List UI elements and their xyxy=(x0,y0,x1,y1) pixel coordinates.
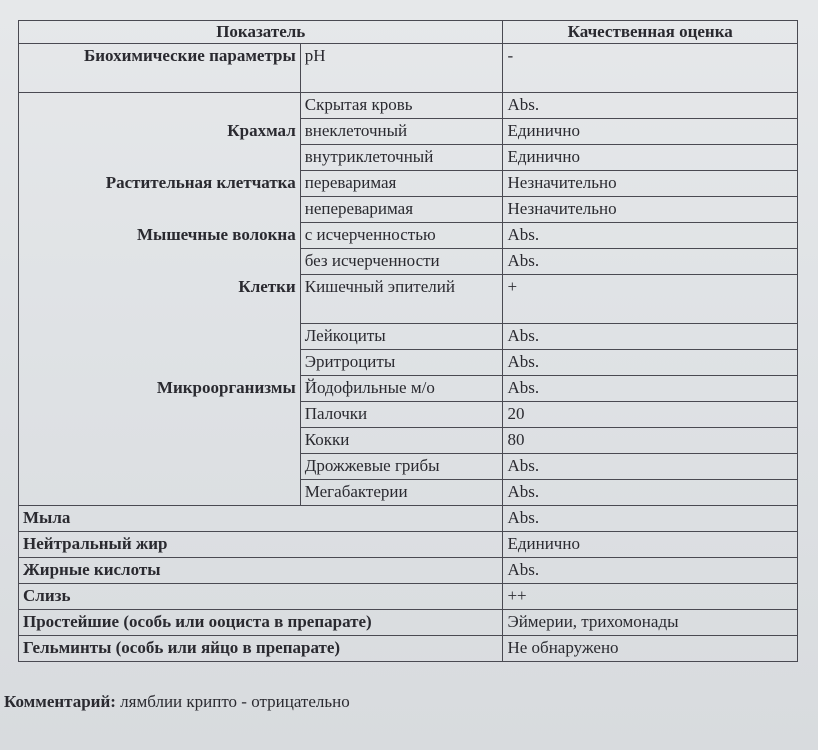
table-row xyxy=(19,93,798,119)
category-label xyxy=(19,350,301,376)
category-label xyxy=(19,197,301,223)
table-row xyxy=(19,610,798,636)
table-row xyxy=(19,119,798,145)
wide-label: Жирные кислоты xyxy=(19,558,503,584)
table-row xyxy=(19,532,798,558)
comment-line xyxy=(4,692,350,712)
wide-label: Слизь xyxy=(19,584,503,610)
wide-label: Мыла xyxy=(19,506,503,532)
table-row xyxy=(19,324,798,350)
value-cell: Abs. xyxy=(503,454,798,480)
category-label xyxy=(19,93,301,119)
value-cell: Abs. xyxy=(503,324,798,350)
comment-label: Комментарий: xyxy=(4,692,116,711)
wide-label: Нейтральный жир xyxy=(19,532,503,558)
category-label: Мышечные волокна xyxy=(19,223,301,249)
sub-label: pH xyxy=(300,44,503,93)
category-label: Биохимические параметры xyxy=(19,44,301,93)
table-row xyxy=(19,44,798,93)
value-cell: Единично xyxy=(503,145,798,171)
value-cell: - xyxy=(503,44,798,93)
value-cell: Abs. xyxy=(503,376,798,402)
table-row xyxy=(19,376,798,402)
table-row xyxy=(19,402,798,428)
header-indicator: Показатель xyxy=(19,21,503,44)
table-row xyxy=(19,145,798,171)
value-cell: + xyxy=(503,275,798,324)
wide-label: Гельминты (особь или яйцо в препарате) xyxy=(19,636,503,662)
category-label xyxy=(19,402,301,428)
value-cell: Abs. xyxy=(503,93,798,119)
sub-label: без исчерченности xyxy=(300,249,503,275)
value-cell: Эймерии, трихомонады xyxy=(503,610,798,636)
sub-label: внеклеточный xyxy=(300,119,503,145)
value-cell: Единично xyxy=(503,532,798,558)
value-cell: Незначительно xyxy=(503,171,798,197)
table-row xyxy=(19,636,798,662)
value-cell: Abs. xyxy=(503,249,798,275)
table-row xyxy=(19,197,798,223)
sub-label: Палочки xyxy=(300,402,503,428)
value-cell: Abs. xyxy=(503,223,798,249)
sub-label: Йодофильные м/о xyxy=(300,376,503,402)
category-label: Клетки xyxy=(19,275,301,324)
category-label xyxy=(19,249,301,275)
sub-label: с исчерченностью xyxy=(300,223,503,249)
table-row xyxy=(19,223,798,249)
sub-label: Лейкоциты xyxy=(300,324,503,350)
sub-label: Эритроциты xyxy=(300,350,503,376)
sub-label: переваримая xyxy=(300,171,503,197)
value-cell: Единично xyxy=(503,119,798,145)
category-label: Микроорганизмы xyxy=(19,376,301,402)
category-label xyxy=(19,454,301,480)
table-row xyxy=(19,275,798,324)
table-row xyxy=(19,480,798,506)
comment-text: лямблии крипто - отрицательно xyxy=(120,692,350,711)
table-header xyxy=(19,21,798,44)
value-cell: Незначительно xyxy=(503,197,798,223)
value-cell: Не обнаружено xyxy=(503,636,798,662)
value-cell: 20 xyxy=(503,402,798,428)
table-row xyxy=(19,584,798,610)
results-table xyxy=(18,20,798,662)
sub-label: внутриклеточный xyxy=(300,145,503,171)
table-row xyxy=(19,428,798,454)
value-cell: Abs. xyxy=(503,480,798,506)
sub-label: Дрожжевые грибы xyxy=(300,454,503,480)
table-row xyxy=(19,249,798,275)
table-row xyxy=(19,454,798,480)
value-cell: Abs. xyxy=(503,350,798,376)
category-label xyxy=(19,324,301,350)
value-cell: Abs. xyxy=(503,558,798,584)
table-row xyxy=(19,171,798,197)
sub-label: Скрытая кровь xyxy=(300,93,503,119)
category-label xyxy=(19,428,301,454)
value-cell: ++ xyxy=(503,584,798,610)
table-row xyxy=(19,506,798,532)
category-label: Растительная клетчатка xyxy=(19,171,301,197)
value-cell: Abs. xyxy=(503,506,798,532)
table-row xyxy=(19,350,798,376)
value-cell: 80 xyxy=(503,428,798,454)
category-label: Крахмал xyxy=(19,119,301,145)
sub-label: Кишечный эпителий xyxy=(300,275,503,324)
sub-label: Мегабактерии xyxy=(300,480,503,506)
wide-label: Простейшие (особь или ооциста в препарате) xyxy=(19,610,503,636)
header-assessment: Качественная оценка xyxy=(503,21,798,44)
category-label xyxy=(19,480,301,506)
category-label xyxy=(19,145,301,171)
table-row xyxy=(19,558,798,584)
sub-label: Кокки xyxy=(300,428,503,454)
sub-label: непереваримая xyxy=(300,197,503,223)
